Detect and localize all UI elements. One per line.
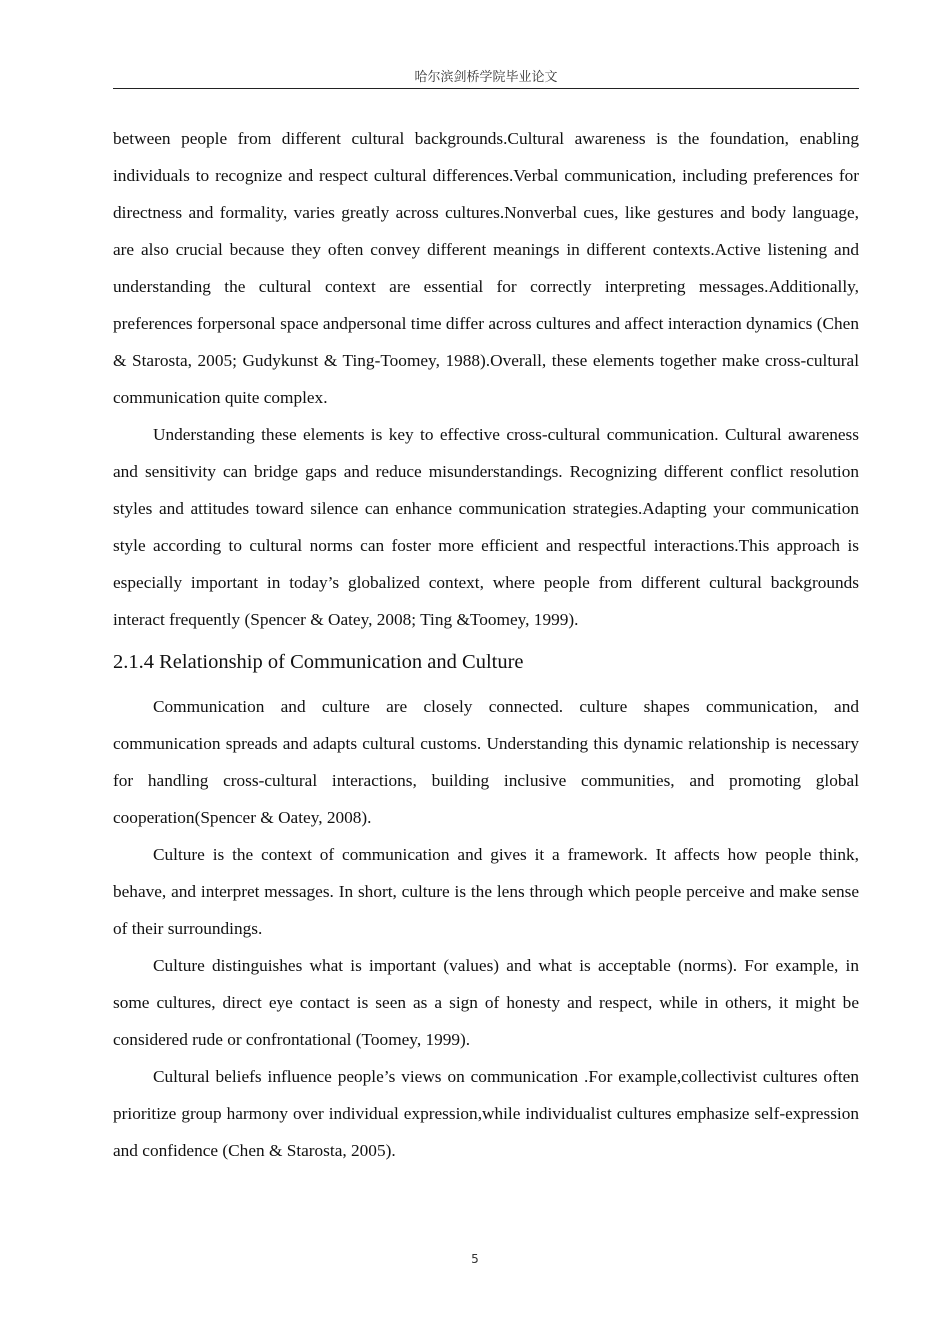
- paragraph-communication-culture: Communication and culture are closely connected. culture shapes communication, and communication spreads and adapts cultural customs. Understanding this dynamic relationship is necessary for handling cross-cultural interactions, building inclusive communities, and promoting global cooperation(Spencer & Oatey, 2008).: [113, 697, 859, 827]
- paragraph-cultural-beliefs: Cultural beliefs influence people’s views on communication .For example,collectivist cultures often prioritize group harmony over individual expression,while individualist cultures emphasize self-expression and confidence (Chen & Starosta, 2005).: [113, 1067, 859, 1160]
- section-heading: 2.1.4 Relationship of Communication and Culture: [113, 651, 524, 673]
- header-divider: [113, 88, 859, 89]
- page-number: 5: [471, 1252, 479, 1266]
- paragraph-values-norms: Culture distinguishes what is important (values) and what is acceptable (norms). For example, in some cultures, direct eye contact is seen as a sign of honesty and respect, while in others, it might be considered rude or confrontational (Toomey, 1999).: [113, 956, 859, 1049]
- page-header-title: 哈尔滨剑桥学院毕业论文: [414, 70, 558, 85]
- document-body: [113, 120, 859, 1169]
- paragraph-understanding-elements: Understanding these elements is key to effective cross-cultural communication. Cultural awareness and sensitivity can bridge gaps and reduce misunderstandings. Recognizing different conflict resolution styles and attitudes toward silence can enhance communication strategies.Adapting your communication style according to cultural norms can foster more efficient and respectful interactions.This approach is especially important in today’s globalized context, where people from different cultural backgrounds interact frequently (Spencer & Oatey, 2008; Ting &Toomey, 1999).: [113, 425, 859, 629]
- paragraph-culture-context: Culture is the context of communication and gives it a framework. It affects how people think, behave, and interpret messages. In short, culture is the lens through which people perceive and make sense of their surroundings.: [113, 845, 859, 938]
- paragraph-continued: between people from different cultural backgrounds.Cultural awareness is the foundation, enabling individuals to recognize and respect cultural differences.Verbal communication, including preferences for directness and formality, varies greatly across cultures.Nonverbal cues, like gestures and body language, are also crucial because they often convey different meanings in different contexts.Active listening and understanding the cultural context are essential for correctly interpreting messages.Additionally, preferences forpersonal space andpersonal time differ across cultures and affect interaction dynamics (Chen & Starosta, 2005; Gudykunst & Ting-Toomey, 1988).Overall, these elements together make cross-cultural communication quite complex.: [113, 129, 859, 407]
